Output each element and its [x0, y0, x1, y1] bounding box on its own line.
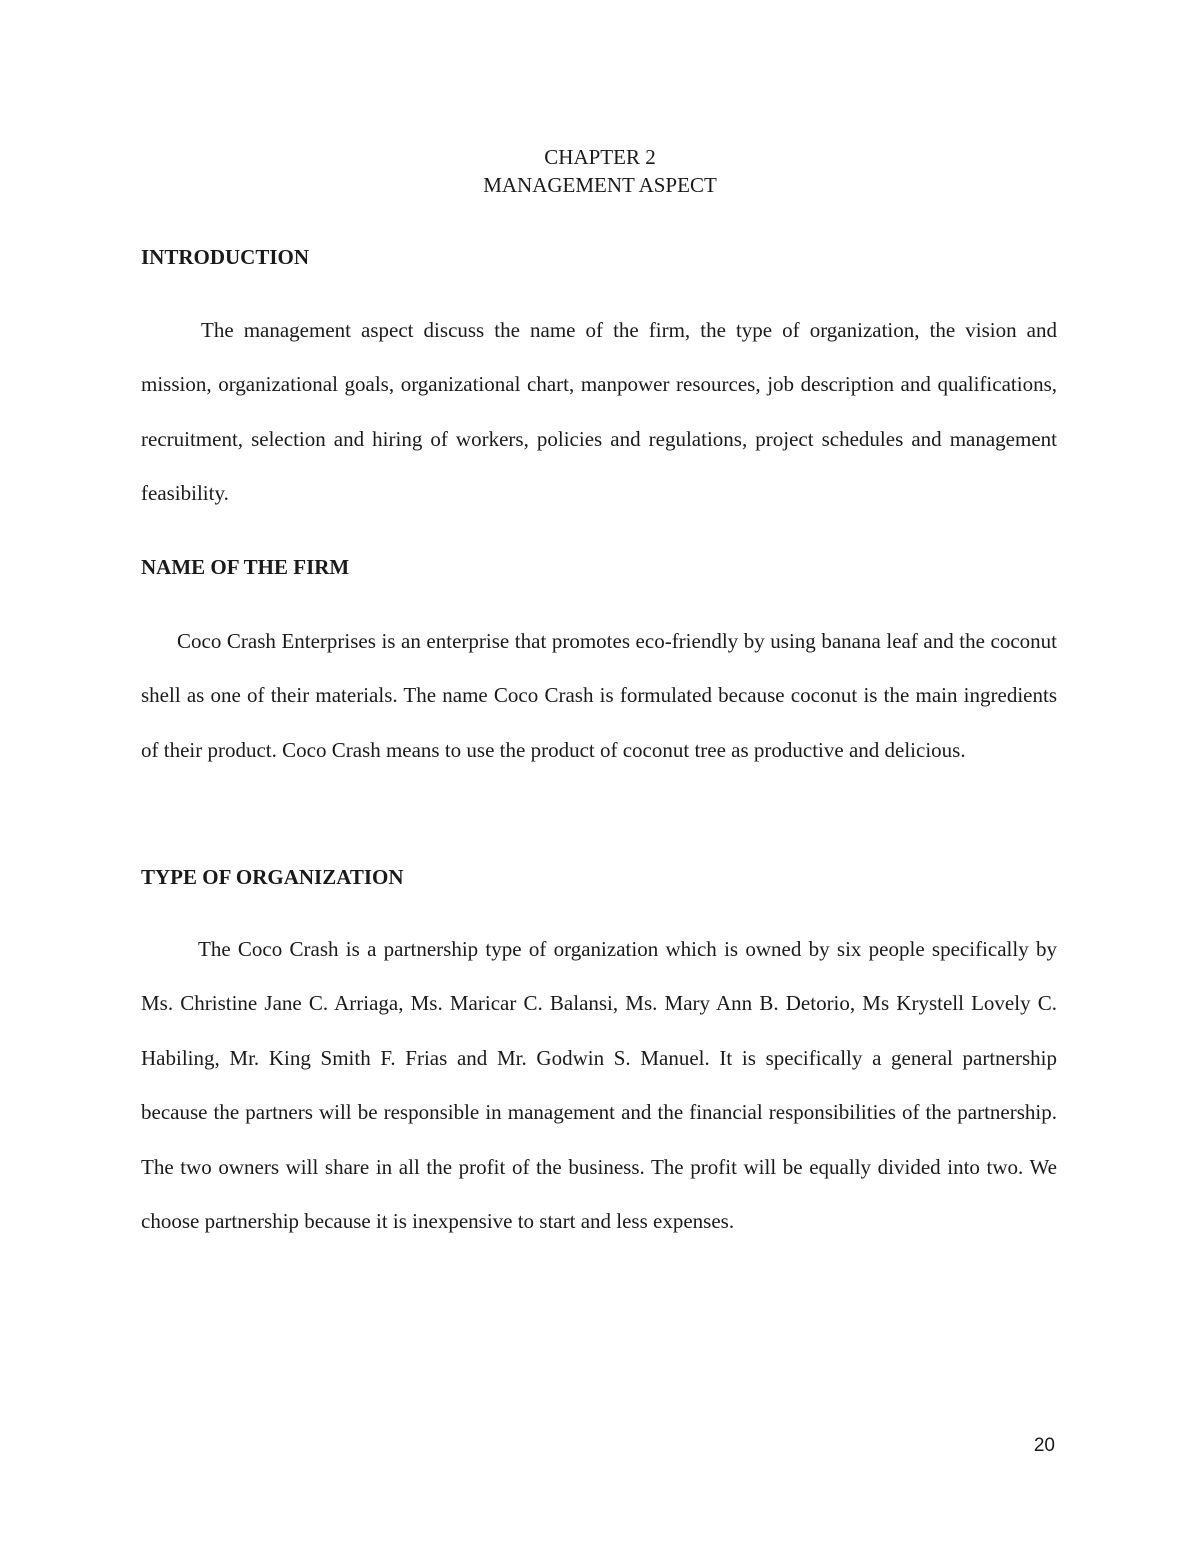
paragraph-introduction: The management aspect discuss the name of the firm, the type of organization, the vision and mission, organizational goals, organizational chart, manpower resources, job description and qualifications, recruitment, selection and hiring of workers, policies and regulations, project schedules and management feasibility.: [141, 318, 1057, 506]
chapter-title: MANAGEMENT ASPECT: [483, 173, 717, 197]
section-heading-type-of-organization: TYPE OF ORGANIZATION: [141, 865, 404, 889]
paragraph-type-of-organization: The Coco Crash is a partnership type of organization which is owned by six people specifically by Ms. Christine Jane C. Arriaga, Ms. Maricar C. Balansi, Ms. Mary Ann B. Detorio, Ms Krystell Lovely C. Habiling, Mr. King Smith F. Frias and Mr. Godwin S. Manuel. It is specifically a general partnership because the partners will be responsible in management and the financial responsibilities of the partnership. The two owners will share in all the profit of the business. The profit will be equally divided into two. We choose partnership because it is inexpensive to start and less expenses.: [141, 937, 1057, 1234]
page-number: 20: [1033, 1435, 1055, 1456]
chapter-number: CHAPTER 2: [544, 145, 656, 169]
section-heading-name-of-firm: NAME OF THE FIRM: [141, 555, 350, 579]
paragraph-name-of-firm: Coco Crash Enterprises is an enterprise that promotes eco-friendly by using banana leaf and the coconut shell as one of their materials. The name Coco Crash is formulated because coconut is the main ingredients of their product. Coco Crash means to use the product of coconut tree as productive and delicious.: [141, 629, 1057, 762]
chapter-heading: [0, 143, 1200, 199]
section-heading-introduction: INTRODUCTION: [141, 245, 310, 269]
